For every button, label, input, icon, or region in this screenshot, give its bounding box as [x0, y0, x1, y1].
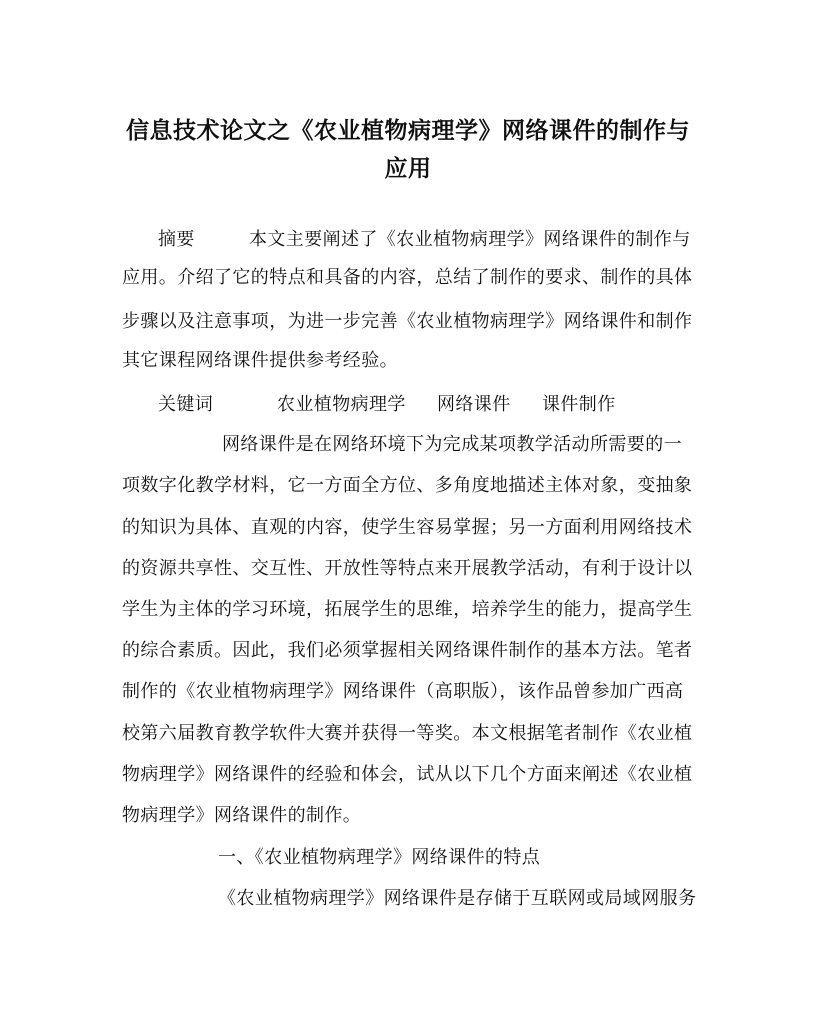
body-line: 物病理学》网络课件的经验和体会，试从以下几个方面来阐述《农业植	[122, 764, 693, 785]
keyword: 课件制作	[542, 394, 616, 415]
body-line: 学生为主体的学习环境，拓展学生的思维，培养学生的能力，提高学生	[122, 599, 693, 620]
abstract-label: 摘要	[158, 229, 195, 250]
keyword: 农业植物病理学	[277, 394, 406, 415]
abstract-line: 本文主要阐述了《农业植物病理学》网络课件的制作与	[249, 229, 691, 250]
keywords-label: 关键词	[158, 394, 214, 415]
body-line: 网络课件是在网络环境下为完成某项教学活动所需要的一	[222, 434, 682, 455]
abstract-line: 步骤以及注意事项，为进一步完善《农业植物病理学》网络课件和制作	[122, 311, 693, 332]
document-title-line-1: 信息技术论文之《农业植物病理学》网络课件的制作与	[126, 117, 690, 144]
body-line: 的资源共享性、交互性、开放性等特点来开展教学活动，有利于设计以	[122, 558, 693, 579]
document-title-line-2: 应用	[384, 155, 432, 182]
abstract-line: 应用。介绍了它的特点和具备的内容，总结了制作的要求、制作的具体	[122, 267, 693, 288]
body-line: 项数字化教学材料，它一方面全方位、多角度地描述主体对象，变抽象	[122, 475, 693, 496]
body-line: 制作的《农业植物病理学》网络课件（高职版），该作品曾参加广西高	[122, 681, 684, 702]
abstract-line: 其它课程网络课件提供参考经验。	[122, 350, 398, 371]
body-line: 校第六届教育教学软件大赛并获得一等奖。本文根据笔者制作《农业植	[122, 723, 693, 744]
body-line: 的知识为具体、直观的内容，使学生容易掌握；另一方面利用网络技术	[122, 517, 693, 538]
body-line: 《农业植物病理学》网络课件是存储于互联网或局域网服务	[218, 888, 697, 909]
body-line: 物病理学》网络课件的制作。	[122, 805, 362, 826]
keyword: 网络课件	[437, 394, 511, 415]
section-heading: 一、《农业植物病理学》网络课件的特点	[218, 847, 541, 868]
body-line: 的综合素质。因此，我们必须掌握相关网络课件制作的基本方法。笔者	[122, 640, 693, 661]
